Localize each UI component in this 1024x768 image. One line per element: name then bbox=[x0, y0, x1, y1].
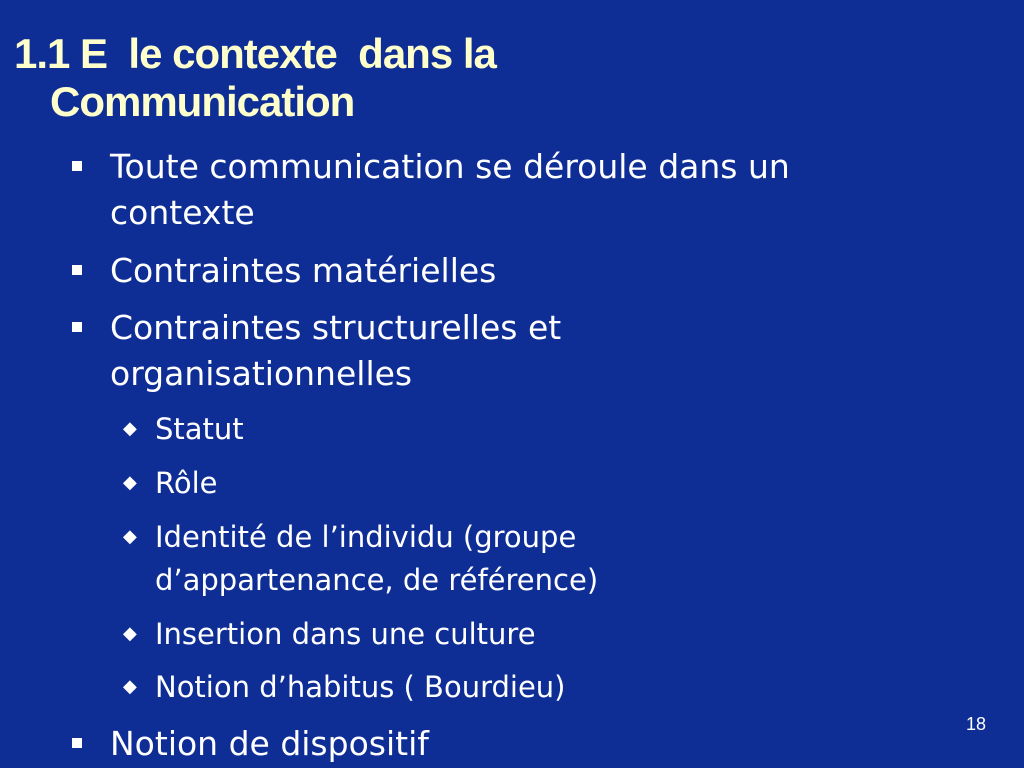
bullet-item-1-line-2: contexte bbox=[110, 193, 255, 232]
square-bullet-icon bbox=[72, 161, 82, 171]
slide-title-line-2: Communication bbox=[50, 78, 355, 125]
subbullet-item-5-text: Notion d’habitus ( Bourdieu) bbox=[155, 670, 566, 704]
bullet-item-1-line-1: Toute communication se déroule dans un bbox=[110, 147, 790, 186]
slide-title-line-1: 1.1 E le contexte dans la bbox=[14, 30, 496, 77]
subbullet-item-5 bbox=[123, 666, 975, 709]
diamond-bullet-icon: ◆ bbox=[123, 676, 137, 697]
subbullet-item-1 bbox=[123, 408, 975, 451]
bullet-item-4-text: Notion de dispositif bbox=[110, 724, 429, 763]
subbullet-item-4-text: Insertion dans une culture bbox=[155, 617, 536, 651]
square-bullet-icon bbox=[72, 738, 82, 748]
bullet-item-1 bbox=[110, 144, 990, 236]
square-bullet-icon bbox=[72, 322, 82, 332]
diamond-bullet-icon: ◆ bbox=[123, 472, 137, 493]
square-bullet-icon bbox=[72, 265, 82, 275]
diamond-bullet-icon: ◆ bbox=[123, 418, 137, 439]
subbullet-item-3-line-1: Identité de l’individu (groupe bbox=[155, 520, 577, 554]
bullet-item-3 bbox=[110, 305, 990, 397]
subbullet-item-3-line-2: d’appartenance, de référence) bbox=[155, 563, 599, 597]
bullet-item-4 bbox=[110, 721, 990, 767]
diamond-bullet-icon: ◆ bbox=[123, 623, 137, 644]
subbullet-item-2-text: Rôle bbox=[155, 466, 218, 500]
diamond-bullet-icon: ◆ bbox=[123, 526, 137, 547]
subbullet-item-1-text: Statut bbox=[155, 412, 244, 446]
subbullet-item-3 bbox=[123, 516, 975, 602]
subbullet-item-4 bbox=[123, 613, 975, 656]
bullet-item-3-line-2: organisationnelles bbox=[110, 354, 413, 393]
bullet-item-3-line-1: Contraintes structurelles et bbox=[110, 308, 562, 347]
bullet-item-2 bbox=[110, 248, 990, 294]
bullet-item-2-text: Contraintes matérielles bbox=[110, 251, 497, 290]
subbullet-item-2 bbox=[123, 462, 975, 505]
page-number: 18 bbox=[965, 714, 986, 734]
